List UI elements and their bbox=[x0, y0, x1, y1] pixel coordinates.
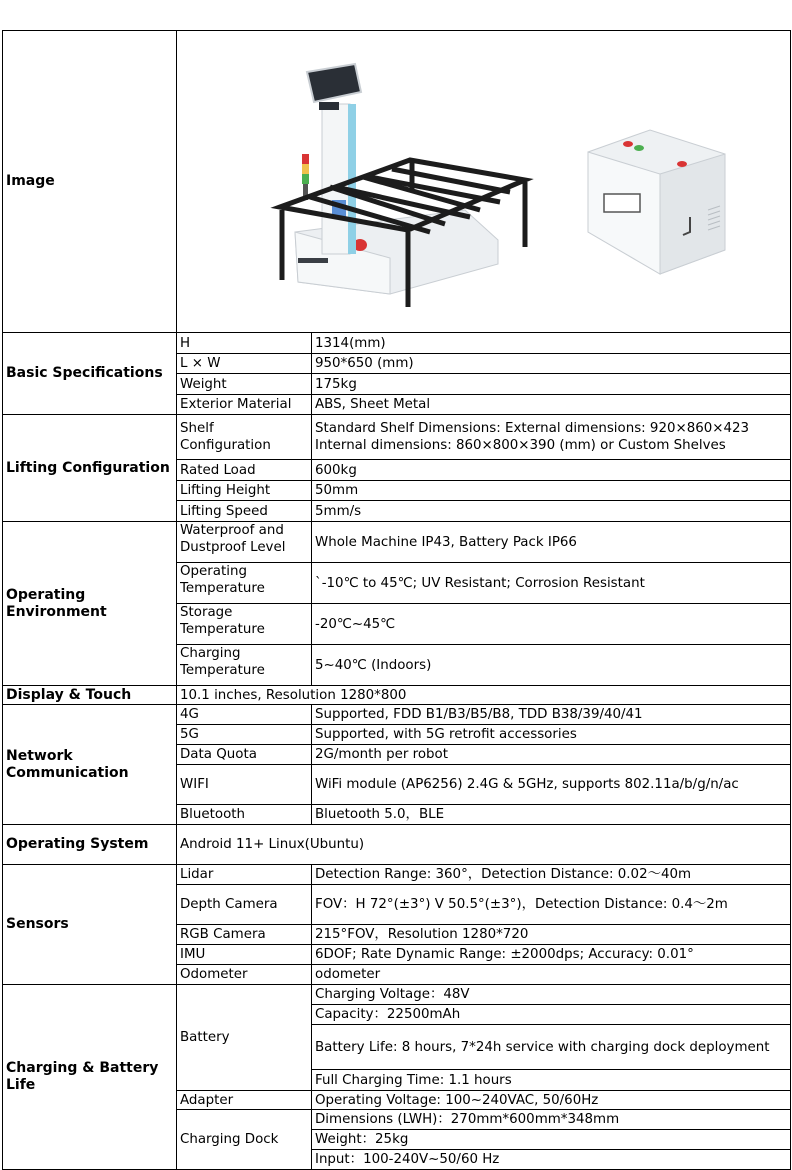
spec-name bbox=[177, 563, 312, 604]
spec-name: Bluetooth bbox=[177, 805, 312, 825]
spec-value: 50mm bbox=[312, 481, 791, 501]
product-image bbox=[180, 32, 791, 332]
spec-name: Data Quota bbox=[177, 745, 312, 765]
spec-value: 5mm/s bbox=[312, 501, 791, 522]
spec-name: RGB Camera bbox=[177, 925, 312, 945]
spec-name: 4G bbox=[177, 705, 312, 725]
lifting-configuration-label: Lifting Configuration bbox=[3, 415, 177, 522]
table-row bbox=[3, 415, 791, 460]
spec-value: Capacity：22500mAh bbox=[312, 1005, 791, 1025]
spec-name: Lifting Height bbox=[177, 481, 312, 501]
spec-value: Charging Voltage：48V bbox=[312, 985, 791, 1005]
spec-value: 215°FOV，Resolution 1280*720 bbox=[312, 925, 791, 945]
spec-value: Full Charging Time: 1.1 hours bbox=[312, 1070, 791, 1091]
spec-name: L × W bbox=[177, 354, 312, 374]
spec-name: Odometer bbox=[177, 965, 312, 985]
spec-value: FOV：H 72°(±3°) V 50.5°(±3°)，Detection Distance: 0.4～2m bbox=[312, 885, 791, 925]
spec-value: 5~40℃ (Indoors) bbox=[312, 645, 791, 686]
spec-name-text: Waterproof and Dustproof Level bbox=[180, 523, 286, 555]
product-image-cell bbox=[177, 31, 791, 333]
table-row bbox=[3, 522, 791, 563]
spec-value: 600kg bbox=[312, 460, 791, 481]
spec-name: Depth Camera bbox=[177, 885, 312, 925]
spec-name-text: Storage Temperature bbox=[180, 605, 265, 637]
spec-name: Weight bbox=[177, 374, 312, 395]
spec-value: 6DOF; Rate Dynamic Range: ±2000dps; Accuracy: 0.01° bbox=[312, 945, 791, 965]
spec-value: Battery Life: 8 hours, 7*24h service with charging dock deployment bbox=[312, 1025, 791, 1070]
spec-value: Android 11+ Linux(Ubuntu) bbox=[177, 825, 791, 865]
spec-table bbox=[2, 30, 791, 1170]
spec-name: Lidar bbox=[177, 865, 312, 885]
spec-name-text: Charging Temperature bbox=[180, 646, 265, 678]
image-row bbox=[3, 31, 791, 333]
table-row bbox=[3, 333, 791, 354]
display-touch-label: Display & Touch bbox=[3, 686, 177, 705]
spec-name: Lifting Speed bbox=[177, 501, 312, 522]
spec-value: -20℃~45℃ bbox=[312, 604, 791, 645]
table-row bbox=[3, 985, 791, 1005]
spec-name: Battery bbox=[177, 985, 312, 1091]
spec-value: Bluetooth 5.0，BLE bbox=[312, 805, 791, 825]
spec-name: Exterior Material bbox=[177, 395, 312, 415]
spec-value: Supported, FDD B1/B3/B5/B8, TDD B38/39/40/41 bbox=[312, 705, 791, 725]
spec-value: ABS, Sheet Metal bbox=[312, 395, 791, 415]
spec-name-text: Operating Temperature bbox=[180, 564, 265, 596]
spec-name: WIFI bbox=[177, 765, 312, 805]
spec-value: Input：100-240V~50/60 Hz bbox=[312, 1150, 791, 1170]
spec-value: WiFi module (AP6256) 2.4G & 5GHz, supports 802.11a/b/g/n/ac bbox=[312, 765, 791, 805]
operating-environment-label: Operating Environment bbox=[3, 522, 177, 686]
spec-value: 175kg bbox=[312, 374, 791, 395]
spec-value: `-10℃ to 45℃; UV Resistant; Corrosion Resistant bbox=[312, 563, 791, 604]
basic-specifications-label: Basic Specifications bbox=[3, 333, 177, 415]
operating-system-label: Operating System bbox=[3, 825, 177, 865]
spec-value: Weight：25kg bbox=[312, 1130, 791, 1150]
spec-value: Standard Shelf Dimensions: External dimensions: 920×860×423 Internal dimensions: 860×800×390 (mm) or Custom Shelves bbox=[312, 415, 791, 460]
spec-value: 950*650 (mm) bbox=[312, 354, 791, 374]
spec-name: Adapter bbox=[177, 1091, 312, 1110]
charging-dock-illustration bbox=[588, 130, 725, 274]
spec-name: H bbox=[177, 333, 312, 354]
spec-value: Dimensions (LWH)：270mm*600mm*348mm bbox=[312, 1110, 791, 1130]
spec-value: 10.1 inches, Resolution 1280*800 bbox=[177, 686, 791, 705]
spec-value: Whole Machine IP43, Battery Pack IP66 bbox=[312, 522, 791, 563]
spec-name: 5G bbox=[177, 725, 312, 745]
table-row bbox=[3, 705, 791, 725]
spec-value: odometer bbox=[312, 965, 791, 985]
spec-name: Charging Dock bbox=[177, 1110, 312, 1170]
table-row bbox=[3, 825, 791, 865]
spec-name bbox=[177, 522, 312, 563]
spec-name: Shelf Configuration bbox=[177, 415, 312, 460]
spec-name bbox=[177, 604, 312, 645]
image-label: Image bbox=[3, 31, 177, 333]
spec-name bbox=[177, 645, 312, 686]
spec-value: 1314(mm) bbox=[312, 333, 791, 354]
table-row bbox=[3, 865, 791, 885]
spec-value: Supported, with 5G retrofit accessories bbox=[312, 725, 791, 745]
network-communication-label: Network Communication bbox=[3, 705, 177, 825]
robot-illustration bbox=[280, 64, 525, 307]
spec-name: IMU bbox=[177, 945, 312, 965]
spec-name: Rated Load bbox=[177, 460, 312, 481]
spec-value: 2G/month per robot bbox=[312, 745, 791, 765]
sensors-label: Sensors bbox=[3, 865, 177, 985]
spec-value: Detection Range: 360°，Detection Distance: 0.02～40m bbox=[312, 865, 791, 885]
charging-battery-life-label: Charging & Battery Life bbox=[3, 985, 177, 1170]
spec-value: Operating Voltage: 100~240VAC, 50/60Hz bbox=[312, 1091, 791, 1110]
table-row bbox=[3, 686, 791, 705]
